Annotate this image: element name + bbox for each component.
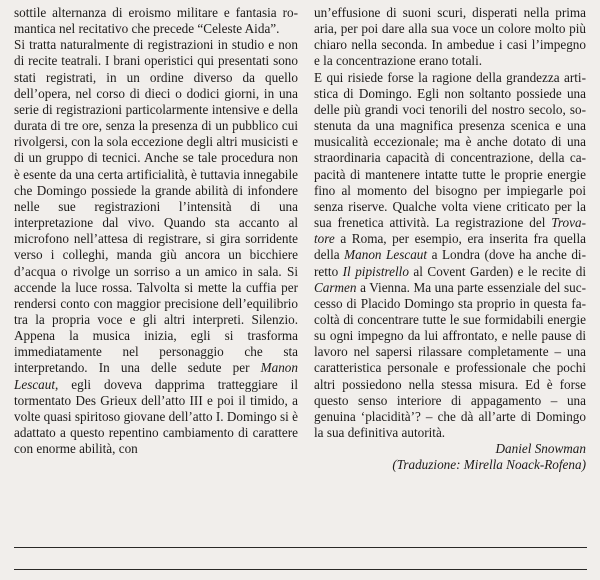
italic-title: Trovatore	[314, 215, 586, 247]
right-column-text	[314, 5, 586, 441]
text-run: al Covent Garden) e le recite di	[408, 263, 586, 279]
text-run: , egli doveva dapprima tratteggiare il tormentato Des Grieux dell’atto III e poi il timido, a volte quasi spiritoso giovane dell’atto I. Domingo si è adattato a questo repentino cambiamento di carattere con enorme abilità, con	[14, 376, 298, 457]
italic-title: Manon Lescaut	[14, 360, 298, 392]
paragraph	[314, 70, 586, 442]
text-run: Si tratta naturalmente di registrazioni in studio e non di recite teatrali. I brani operistici qui presentati sono stati registrati, in un ordine diverso da quello dell’opera, nel corso di dieci o dodici giorni, in una serie di registrazioni particolarmente intensive e della durata di tre ore, senza la presenza di un pubblico cui rivolgersi, con la sola eccezione degli altri musicisti e di un gruppo di tecnici. Anche se tale procedura non è esente da una certa artificialità, è tuttavia innegabile che Domingo possiede la grande abilità di infondere nelle sue registrazioni l’intensità di una interpretazione dal vivo. Quando sta accanto al microfono nell’attesa di registrare, si gira sorridente verso i colleghi, manda giù ancora un bicchiere d’acqua o rivolge un sorriso a un amico in sala. Si accende la luce rossa. Talvolta si mette la cuffia per rendersi conto con maggior precisione dell’equilibrio tra la propria voce e gli altri interpreti. Silenzio. Appena la musica inizia, egli si trasforma immediatamente nel personaggio che sta interpretando. In una delle sedute per	[14, 37, 298, 376]
text-run: un’effusione di suoni scuri, disperati nella prima aria, per poi dare alla sua voce un colore molto più chiaro nella seconda. In ambedue i casi l’impegno e la concentrazione erano totali.	[314, 5, 586, 69]
translation-credit: (Traduzione: Mirella Noack-Rofena)	[392, 457, 586, 473]
paragraph	[14, 5, 298, 37]
article-left-column	[14, 5, 298, 457]
text-run: a Londra (dove ha anche diretto	[314, 247, 586, 279]
italic-title: Manon Lescaut	[344, 247, 428, 263]
article-right-column	[314, 5, 586, 474]
paragraph	[314, 5, 586, 70]
paragraph	[14, 37, 298, 457]
text-run: sottile alternanza di eroismo militare e fantasia romantica nel recitativo che precede “Celeste Aida”.	[14, 5, 298, 37]
text-run: E qui risiede forse la ragione della grandezza artistica di Domingo. Egli non soltanto possiede una delle più grandi voci tenorili del nostro secolo, sostenuta da una magnifica presenza scenica e una musicalità eccezionale; ma è anche dotato di una straordinaria capacità di concentrazione, della capacità di mantenere intatte tutte le proprie energie fino al momento del bisogno per impiegarle poi senza riserve. Qualche volta viene criticato per la sua frenetica attività. La registrazione del	[314, 69, 586, 231]
text-run: a Roma, per esempio, era inserita fra quella della	[314, 231, 586, 263]
author-signature: Daniel Snowman	[495, 441, 586, 457]
bottom-rule-lower	[14, 569, 587, 570]
text-run: a Vienna. Ma una parte essenziale del successo di Placido Domingo sta proprio in questa facoltà di concentrare tutte le sue formidabili energie su ogni impegno da lui affrontato, e nelle pause di lavoro nel sapersi rilassare completamente – una caratteristica personale e professionale che pochi altri possiedono nella stessa misura. Ed è forse questo senso interiore di appagamento – una genuina ‘placidità’? – che dà all’arte di Domingo la sua definitiva autorità.	[314, 279, 586, 441]
italic-title: Carmen	[314, 279, 357, 295]
bottom-rule-upper	[14, 547, 587, 548]
italic-title: Il pipistrello	[342, 263, 409, 279]
